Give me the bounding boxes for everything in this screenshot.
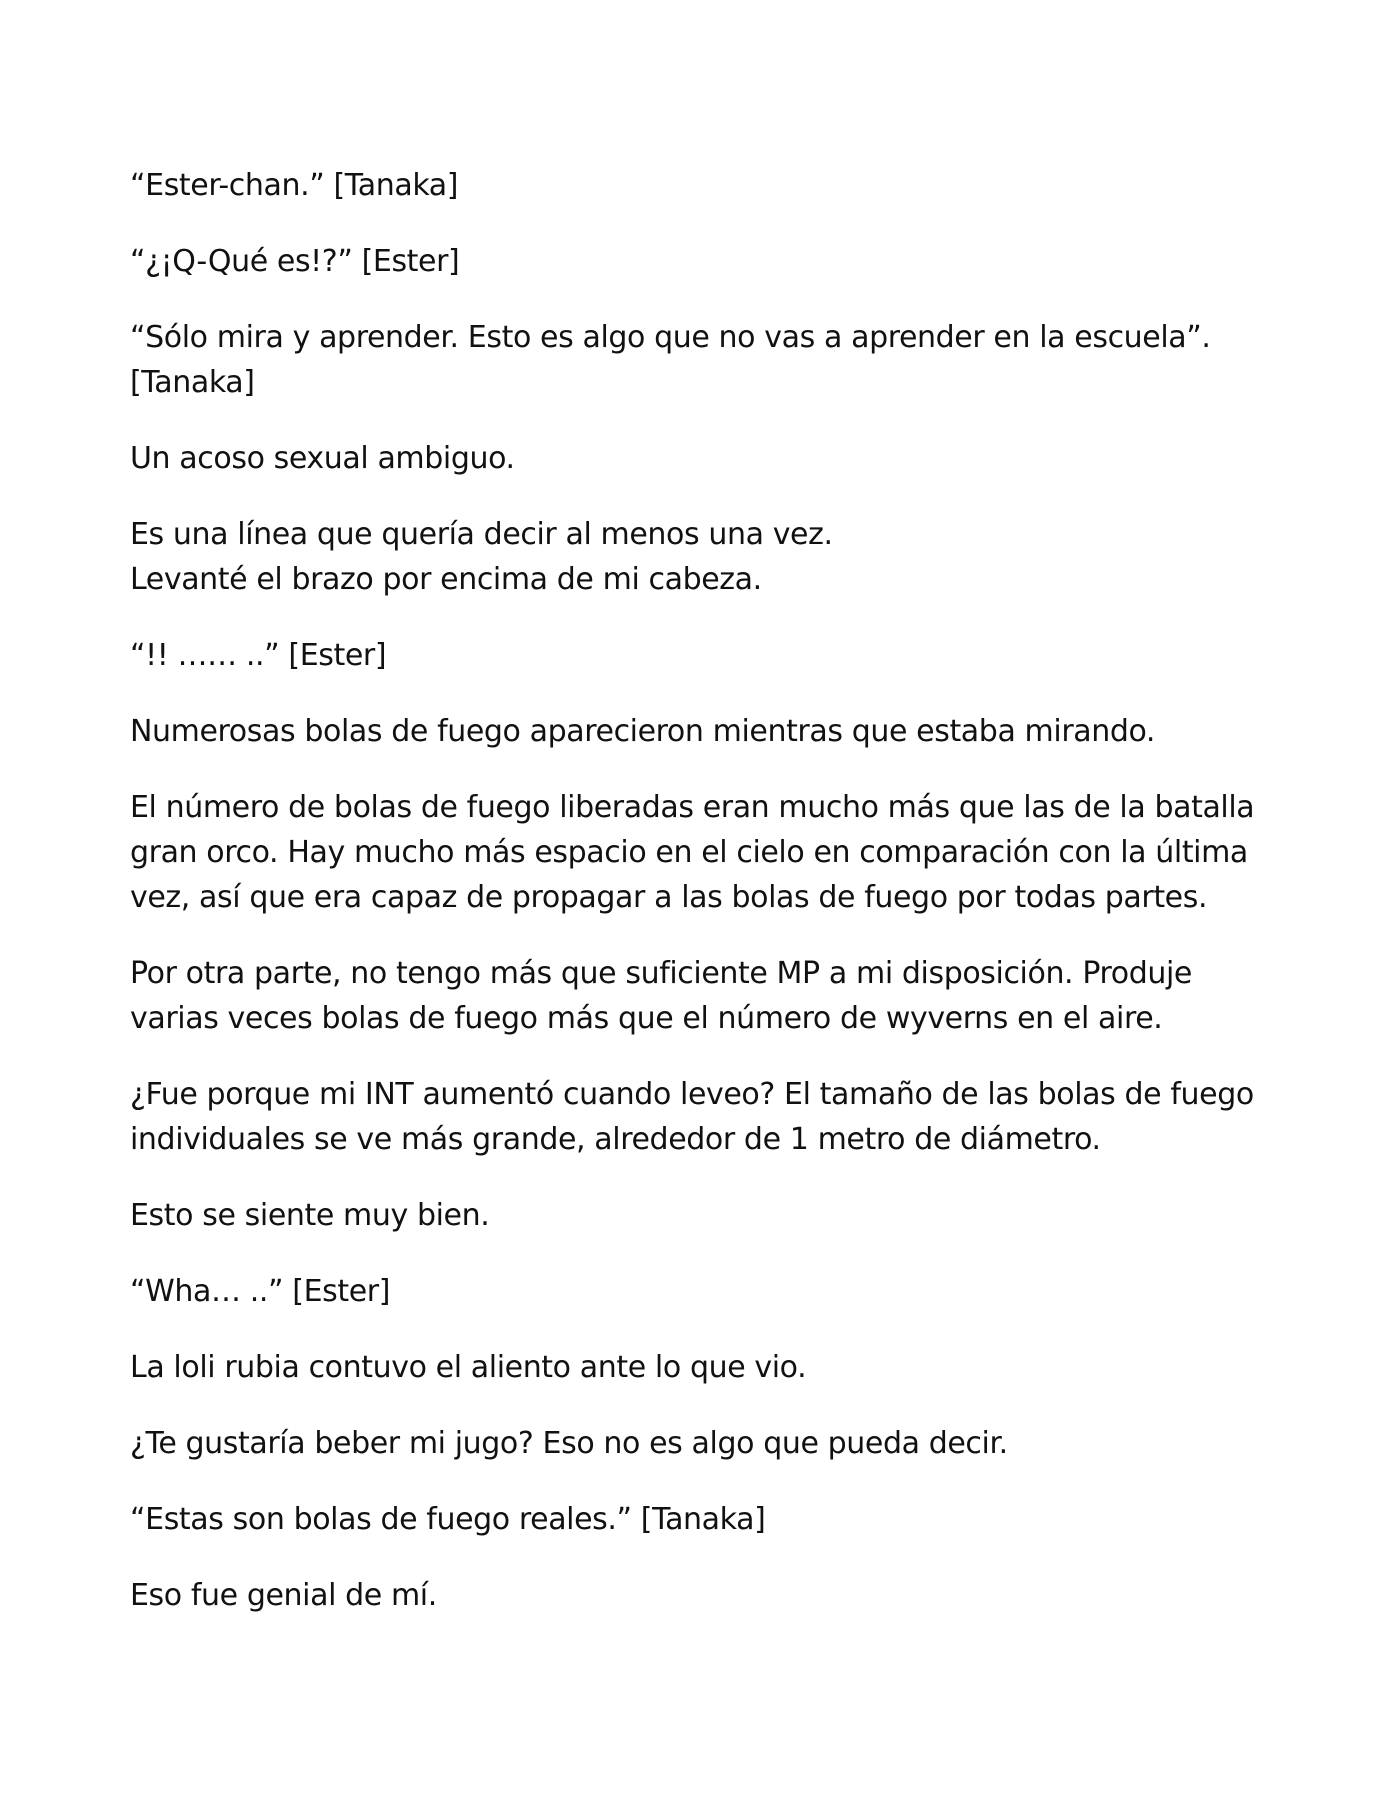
paragraph-13: La loli rubia contuvo el aliento ante lo que vio. [130, 1350, 807, 1385]
paragraph-10: ¿Fue porque mi INT aumentó cuando leveo? El tamaño de las bolas de fuego individuales se ve más grande, alrededor de 1 metro de diámetro. [130, 1077, 1254, 1157]
paragraph-14: ¿Te gustaría beber mi jugo? Eso no es algo que pueda decir. [130, 1426, 1008, 1461]
paragraph-4: Un acoso sexual ambiguo. [130, 441, 515, 476]
paragraph-15: “Estas son bolas de fuego reales.” [Tanaka] [130, 1502, 766, 1537]
paragraph-9: Por otra parte, no tengo más que suficiente MP a mi disposición. Produje varias veces bolas de fuego más que el número de wyverns en el aire. [130, 956, 1192, 1036]
paragraph-16: Eso fue genial de mí. [130, 1578, 437, 1613]
paragraph-6: “!! …… ..” [Ester] [130, 638, 387, 673]
paragraph-7: Numerosas bolas de fuego aparecieron mientras que estaba mirando. [130, 714, 1156, 749]
paragraph-2: “¿¡Q-Qué es!?” [Ester] [130, 244, 460, 279]
paragraph-12: “Wha… ..” [Ester] [130, 1274, 391, 1309]
paragraph-8: El número de bolas de fuego liberadas eran mucho más que las de la batalla gran orco. Hay mucho más espacio en el cielo en comparación con la última vez, así que era capaz de propagar a las bolas de fuego por todas partes. [130, 790, 1255, 915]
paragraph-1: “Ester-chan.” [Tanaka] [130, 168, 459, 203]
paragraph-3: “Sólo mira y aprender. Esto es algo que no vas a aprender en la escuela”. [Tanaka] [130, 320, 1211, 400]
document-body [130, 163, 1260, 1649]
paragraph-5: Es una línea que quería decir al menos una vez. Levanté el brazo por encima de mi cabeza. [130, 517, 833, 597]
paragraph-11: Esto se siente muy bien. [130, 1198, 490, 1233]
